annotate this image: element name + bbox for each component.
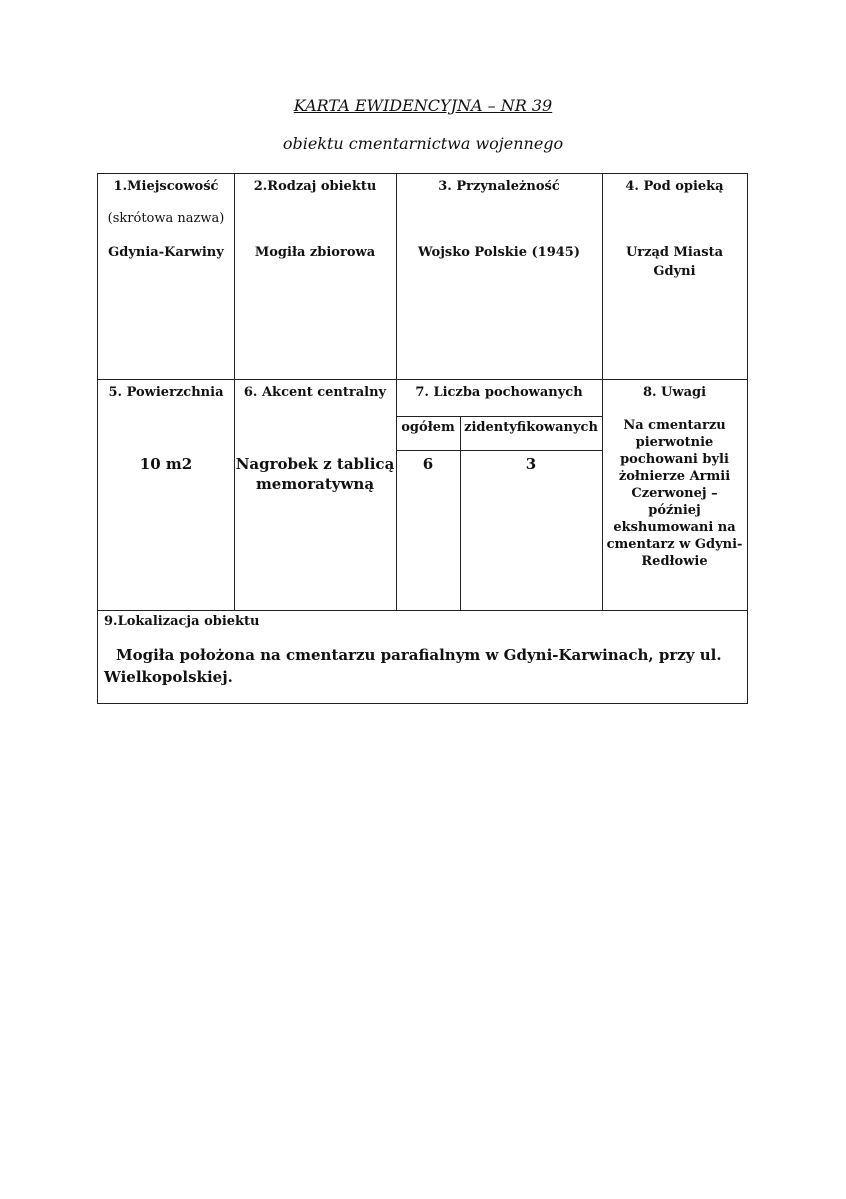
record-card-table [97,173,748,704]
burials-total-value: 6 [422,455,434,473]
burials-total-label: ogółem [401,420,455,435]
remarks-line: żołnierze Armii [618,469,731,484]
burials-subheader-bottom [396,450,602,451]
object-type-heading: 2.Rodzaj obiektu [253,179,377,194]
row-divider-1 [98,379,747,380]
locality-heading: 1.Miejscowość [113,179,219,194]
burials-subcol-divider [460,416,461,610]
affiliation-value: Wojsko Polskie (1945) [417,245,581,260]
remarks-line: Czerwonej – [631,486,718,501]
remarks-line: Na cmentarzu [623,418,726,433]
central-accent-heading: 6. Akcent centralny [243,385,387,400]
card-title: KARTA EWIDENCYJNA – NR 39 [293,96,553,115]
burials-heading: 7. Liczba pochowanych [415,385,583,400]
remarks-line: ekshumowani na [613,520,736,535]
remarks-line: pochowani byli [620,452,729,467]
custodian-value-line1: Urząd Miasta [625,245,724,260]
affiliation-heading: 3. Przynależność [438,179,560,194]
row-divider-2 [98,610,747,611]
central-accent-value-line2: memoratywną [255,475,375,493]
remarks-line: później [648,503,701,518]
remarks-line: pierwotnie [635,435,714,450]
burials-identified-value: 3 [525,455,537,473]
area-heading: 5. Powierzchnia [108,385,224,400]
object-type-value: Mogiła zbiorowa [254,245,376,260]
location-heading: 9.Lokalizacja obiektu [104,614,260,629]
location-text: Mogiła położona na cmentarzu parafialnym w Gdyni-Karwinach, przy ul. Wielkopolskiej. [104,646,722,686]
custodian-value-line2: Gdyni [653,264,696,279]
central-accent-value-line1: Nagrobek z tablicą [235,455,395,473]
remarks-line: cmentarz w Gdyni- [606,537,743,552]
custodian-heading: 4. Pod opieką [625,179,724,194]
burials-subheader-top [396,416,602,417]
locality-value: Gdynia-Karwiny [108,245,224,260]
locality-note: (skrótowa nazwa) [107,211,225,226]
card-subtitle: obiektu cmentarnictwa wojennego [282,134,564,153]
area-value: 10 m2 [139,455,193,473]
remarks-line: Redłowie [641,554,708,569]
remarks-heading: 8. Uwagi [642,385,707,400]
burials-identified-label: zidentyfikowanych [464,420,598,435]
